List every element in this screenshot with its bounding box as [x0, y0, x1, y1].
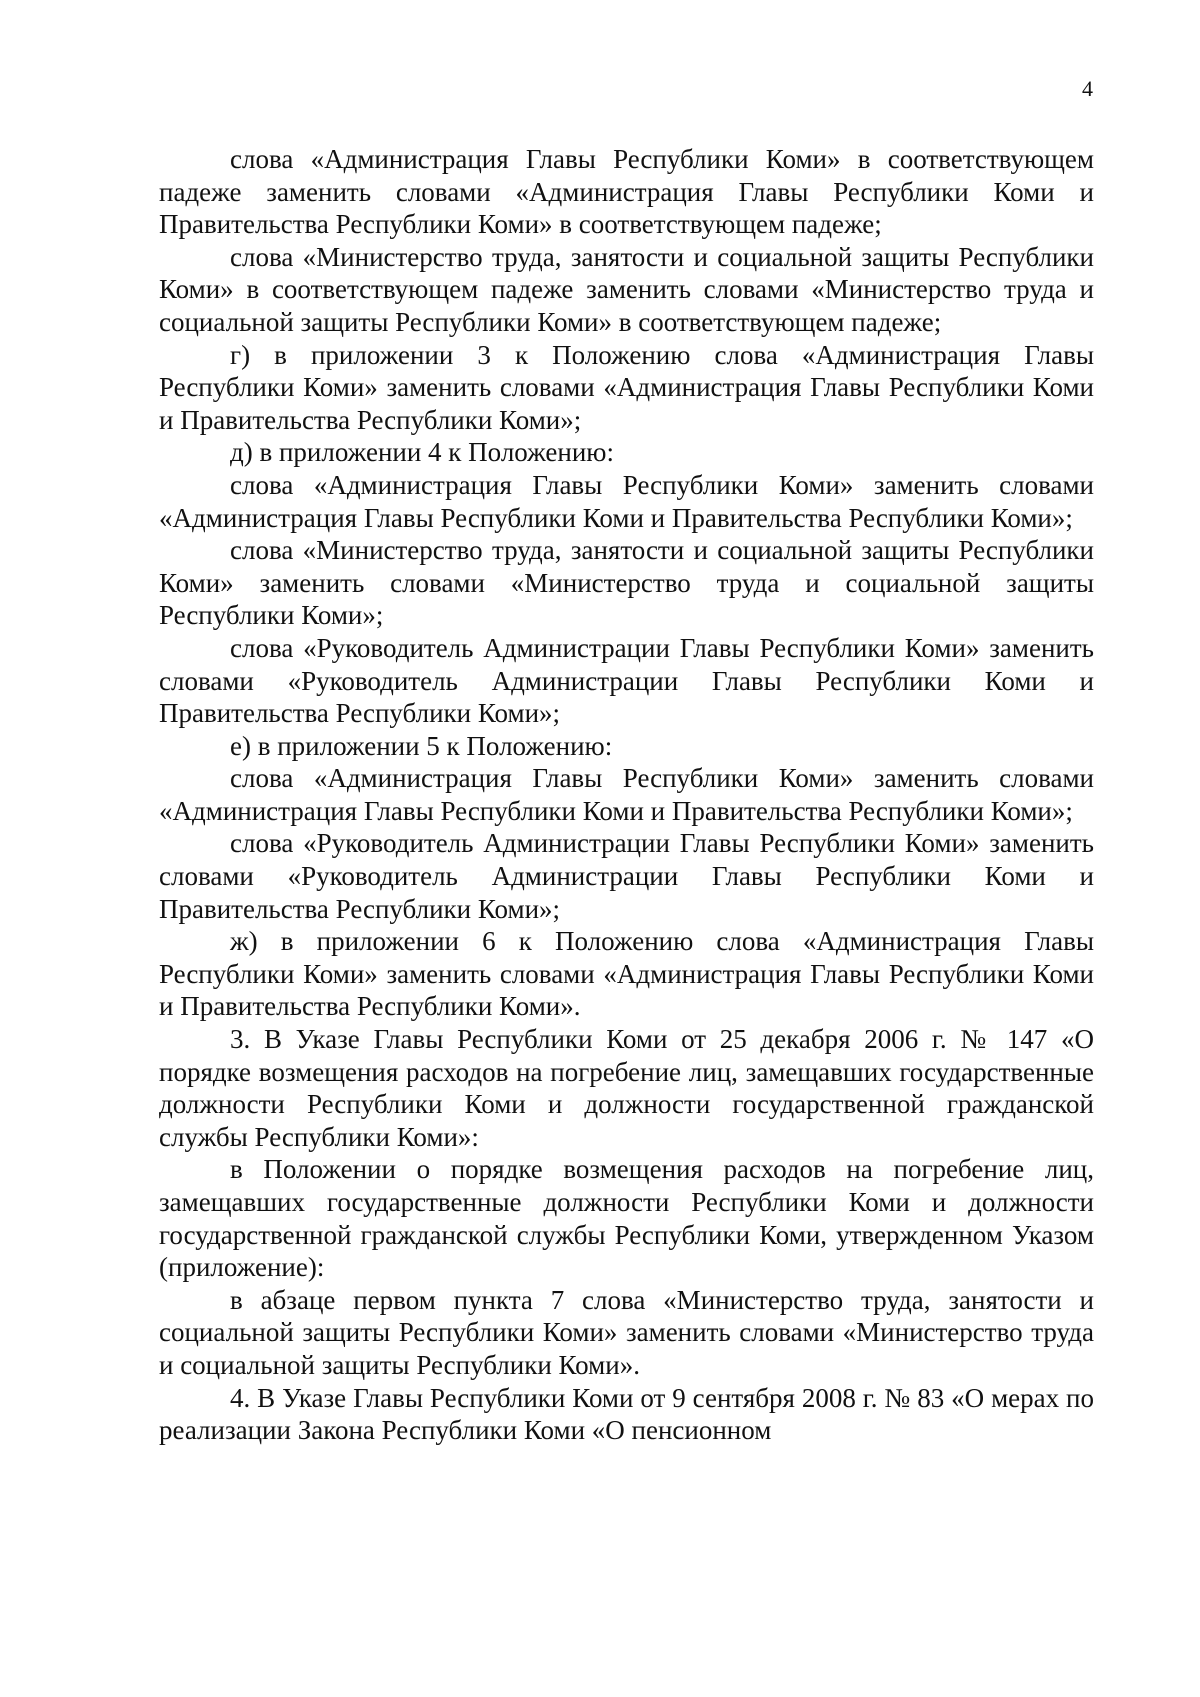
paragraph-7: слова «Руководитель Администрации Главы Республики Коми» заменить словами «Руководитель Администрации Главы Республики Коми и Правительства Республики Коми»;: [159, 632, 1094, 729]
paragraph-14: в абзаце первом пункта 7 слова «Министерство труда, занятости и социальной защиты Республики Коми» заменить словами «Министерство труда и социальной защиты Республики Коми».: [159, 1284, 1094, 1380]
paragraph-6: слова «Министерство труда, занятости и социальной защиты Республики Коми» заменить словами «Министерство труда и социальной защиты Республики Коми»;: [159, 535, 1094, 631]
paragraph-15: 4. В Указе Главы Республики Коми от 9 сентября 2008 г. № 83 «О мерах по реализации Закона Республики Коми «О пенсионном: [159, 1382, 1094, 1446]
paragraph-9: слова «Администрация Главы Республики Коми» заменить словами «Администрация Главы Республики Коми и Правительства Республики Коми»;: [159, 763, 1094, 826]
paragraph-8: е) в приложении 5 к Положению:: [230, 730, 613, 761]
paragraph-2: слова «Министерство труда, занятости и социальной защиты Республики Коми» в соответствующем падеже заменить словами «Министерство труда и социальной защиты Республики Коми» в соответствующем падеже;: [159, 241, 1094, 337]
document-body: [159, 143, 1094, 1447]
paragraph-4: д) в приложении 4 к Положению:: [230, 437, 614, 468]
paragraph-5: слова «Администрация Главы Республики Коми» заменить словами «Администрация Главы Республики Коми и Правительства Республики Коми»;: [159, 469, 1094, 533]
paragraph-3: г) в приложении 3 к Положению слова «Администрация Главы Республики Коми» заменить словами «Администрация Главы Республики Коми и Правительства Республики Коми»;: [159, 339, 1094, 435]
paragraph-1: слова «Администрация Главы Республики Коми» в соответствующем падеже заменить словами «Администрация Главы Республики Коми и Правительства Республики Коми» в соответствующем падеже;: [159, 144, 1094, 240]
page-number: 4: [1082, 76, 1093, 101]
paragraph-10: слова «Руководитель Администрации Главы Республики Коми» заменить словами «Руководитель Администрации Главы Республики Коми и Правительства Республики Коми»;: [159, 828, 1094, 924]
paragraph-13: в Положении о порядке возмещения расходов на погребение лиц, замещавших государственные должности Республики Коми и должности государственной гражданской службы Республики Коми, утвержденном Указом (приложение):: [159, 1154, 1094, 1283]
paragraph-11: ж) в приложении 6 к Положению слова «Администрация Главы Республики Коми» заменить словами «Администрация Главы Республики Коми и Правительства Республики Коми».: [159, 926, 1094, 1022]
paragraph-12: 3. В Указе Главы Республики Коми от 25 декабря 2006 г. № 147 «О порядке возмещения расходов на погребение лиц, замещавших государственные должности Республики Коми и должности государственной гражданской службы Республики Коми»:: [159, 1024, 1094, 1152]
